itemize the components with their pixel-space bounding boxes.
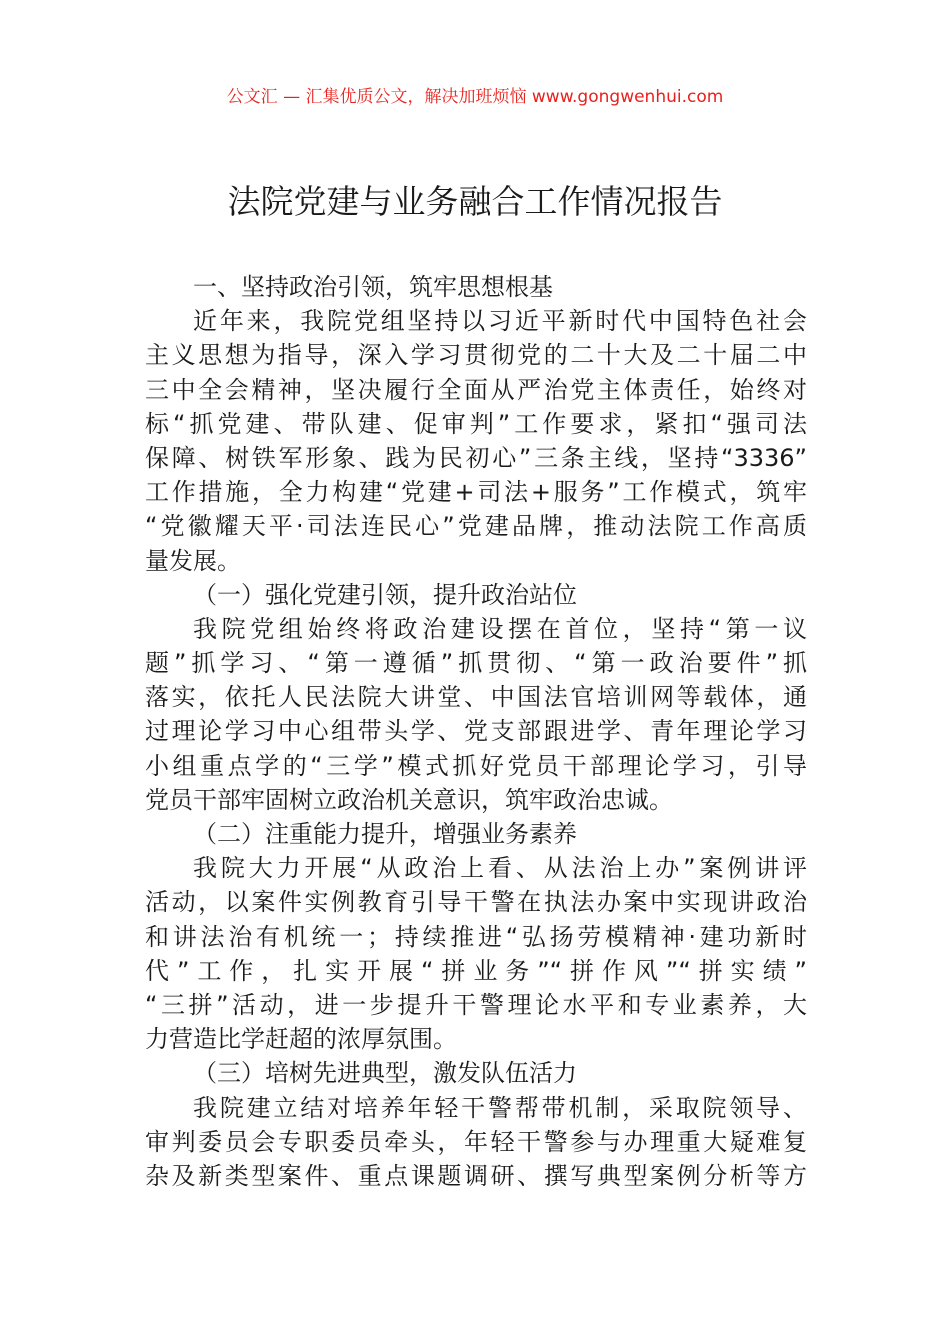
paragraph-line: 保障、树铁军形象、践为民初心”三条主线，坚持“3336” — [145, 443, 807, 472]
paragraph-line: 审判委员会专职委员牵头，年轻干警参与办理重大疑难复 — [145, 1127, 807, 1156]
paragraph-line: 我院党组始终将政治建设摆在首位，坚持“第一议 — [193, 614, 807, 643]
paragraph-line: 近年来，我院党组坚持以习近平新时代中国特色社会 — [193, 307, 807, 336]
paragraph-line: 一、坚持政治引领，筑牢思想根基 — [193, 273, 553, 301]
paragraph-line: 杂及新类型案件、重点课题调研、撰写典型案例分析等方 — [145, 1161, 807, 1190]
paragraph-line: 三中全会精神，坚决履行全面从严治党主体责任，始终对 — [145, 375, 807, 404]
paragraph-line: 题”抓学习、“第一遵循”抓贯彻、“第一政治要件”抓 — [145, 649, 807, 678]
paragraph-line: “三拼”活动，进一步提升干警理论水平和专业素养，大 — [145, 990, 807, 1019]
paragraph-line: （一）强化党建引领，提升政治站位 — [193, 580, 577, 609]
paragraph-line: 小组重点学的“三学”模式抓好党员干部理论学习，引导 — [145, 751, 807, 780]
paragraph-line: 我院建立结对培养年轻干警帮带机制，采取院领导、 — [193, 1093, 807, 1122]
paragraph-line: 主义思想为指导，深入学习贯彻党的二十大及二十届二中 — [145, 341, 807, 370]
paragraph-line: （三）培树先进典型，激发队伍活力 — [193, 1059, 577, 1088]
paragraph-line: 党员干部牢固树立政治机关意识，筑牢政治忠诚。 — [145, 785, 673, 814]
paragraph-line: 落实，依托人民法院大讲堂、中国法官培训网等载体，通 — [145, 683, 807, 712]
paragraph-line: “党徽耀天平·司法连民心”党建品牌，推动法院工作高质 — [145, 512, 807, 541]
paragraph-line: 和讲法治有机统一；持续推进“弘扬劳模精神·建功新时 — [145, 922, 807, 951]
document-title: 法院党建与业务融合工作情况报告 — [227, 182, 723, 221]
paragraph-line: 我院大力开展“从政治上看、从法治上办”案例讲评 — [193, 854, 807, 883]
paragraph-line: 力营造比学赶超的浓厚氛围。 — [145, 1025, 457, 1054]
paragraph-line: 量发展。 — [145, 546, 241, 575]
paragraph-line: （二）注重能力提升，增强业务素养 — [193, 820, 577, 848]
paragraph-line: 过理论学习中心组带头学、党支部跟进学、青年理论学习 — [145, 717, 807, 746]
paragraph-line: 代”工作，扎实开展“拼业务”“拼作风”“拼实绩” — [145, 956, 807, 985]
document-body — [145, 270, 807, 1193]
paragraph-line: 工作措施，全力构建“党建+司法+服务”工作模式，筑牢 — [145, 478, 807, 507]
paragraph-line: 活动，以案件实例教育引导干警在执法办案中实现讲政治 — [145, 888, 807, 917]
paragraph-line: 标“抓党建、带队建、促审判”工作要求，紧扣“强司法 — [145, 409, 807, 438]
header-banner: 公文汇 — 汇集优质公文，解决加班烦恼 www.gongwenhui.com — [226, 87, 724, 107]
